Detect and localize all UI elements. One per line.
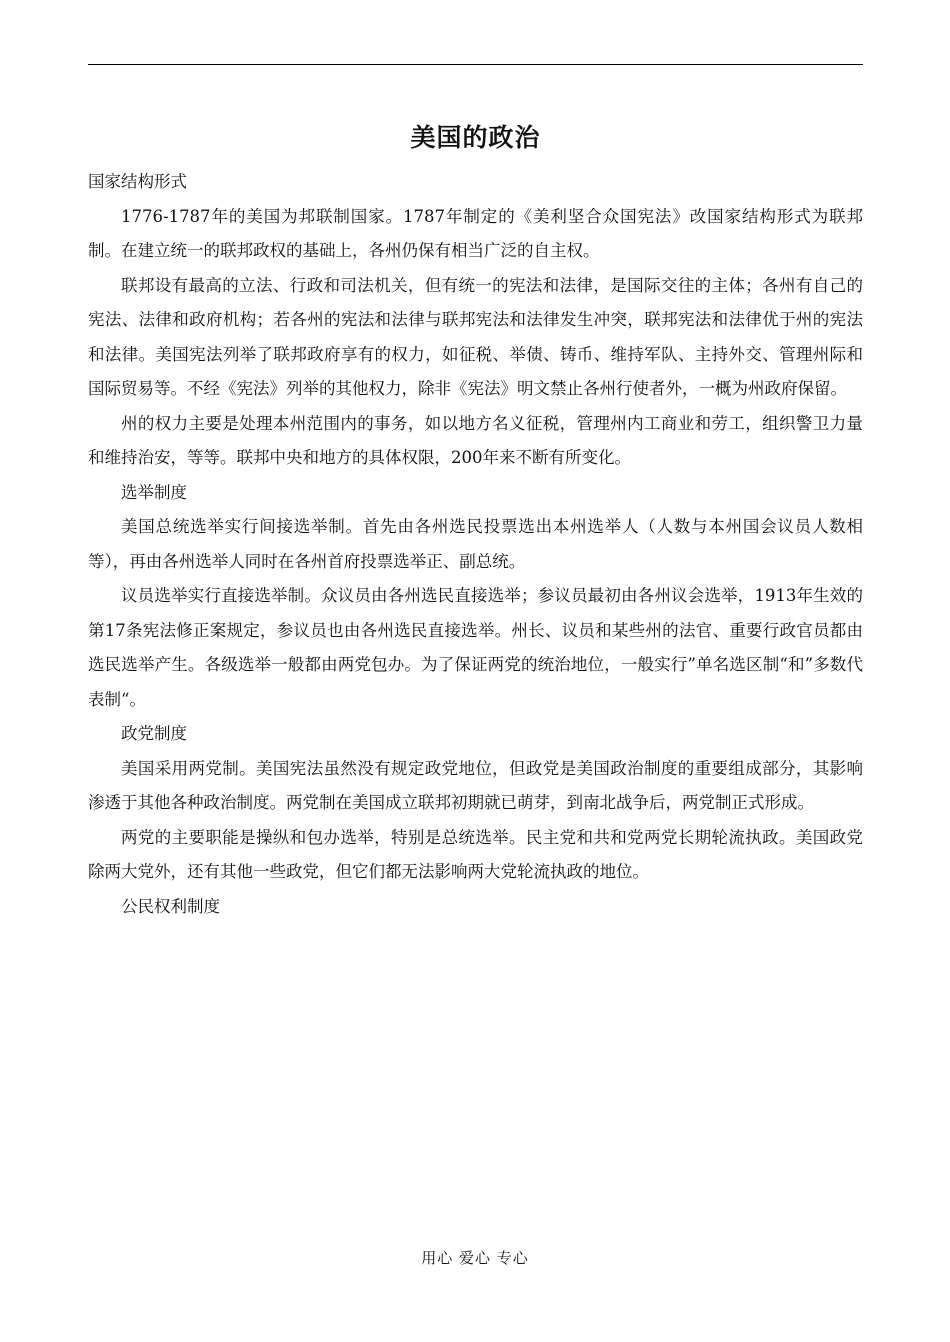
document-title: 美国的政治 — [410, 123, 541, 152]
section-heading-party-system: 政党制度 — [121, 724, 187, 743]
paragraph: 州的权力主要是处理本州范围内的事务，如以地方名义征税，管理州内工商业和劳工，组织警卫力量和维持治安，等等。联邦中央和地方的具体权限，200年来不断有所变化。 — [88, 413, 863, 467]
paragraph: 议员选举实行直接选举制。众议员由各州选民直接选举；参议员最初由各州议会选举，1913年生效的第17条宪法修正案规定，参议员也由各州选民直接选举。州长、议员和某些州的法官、重要行政官员都由选民选举产生。各级选举一般都由两党包办。为了保证两党的统治地位，一般实行”单名选区制“和”多数代表制“。 — [88, 586, 863, 709]
page-footer: 用心 爱心 专心 — [421, 1249, 529, 1267]
section-heading-election-system: 选举制度 — [121, 482, 187, 502]
document-body — [88, 165, 863, 924]
paragraph: 美国总统选举实行间接选举制。首先由各州选民投票选出本州选举人（人数与本州国会议员人数相等），再由各州选举人同时在各州首府投票选举正、副总统。 — [88, 517, 863, 571]
paragraph: 联邦设有最高的立法、行政和司法机关，但有统一的宪法和法律，是国际交往的主体；各州有自己的宪法、法律和政府机构；若各州的宪法和法律与联邦宪法和法律发生冲突，联邦宪法和法律优于州的宪法和法律。美国宪法列举了联邦政府享有的权力，如征税、举债、铸币、维持军队、主持外交、管理州际和国际贸易等。不经《宪法》列举的其他权力，除非《宪法》明文禁止各州行使者外，一概为州政府保留。 — [88, 275, 863, 398]
header-rule — [88, 64, 863, 65]
paragraph: 美国采用两党制。美国宪法虽然没有规定政党地位，但政党是美国政治制度的重要组成部分，其影响渗透于其他各种政治制度。两党制在美国成立联邦初期就已萌芽，到南北战争后，两党制正式形成。 — [88, 758, 863, 812]
paragraph: 1776-1787年的美国为邦联制国家。1787年制定的《美利坚合众国宪法》改国家结构形式为联邦制。在建立统一的联邦政权的基础上，各州仍保有相当广泛的自主权。 — [88, 206, 863, 260]
section-heading-national-structure: 国家结构形式 — [88, 172, 187, 191]
section-heading-civil-rights: 公民权利制度 — [121, 896, 220, 916]
paragraph: 两党的主要职能是操纵和包办选举，特别是总统选举。民主党和共和党两党长期轮流执政。美国政党除两大党外，还有其他一些政党，但它们都无法影响两大党轮流执政的地位。 — [88, 827, 863, 881]
